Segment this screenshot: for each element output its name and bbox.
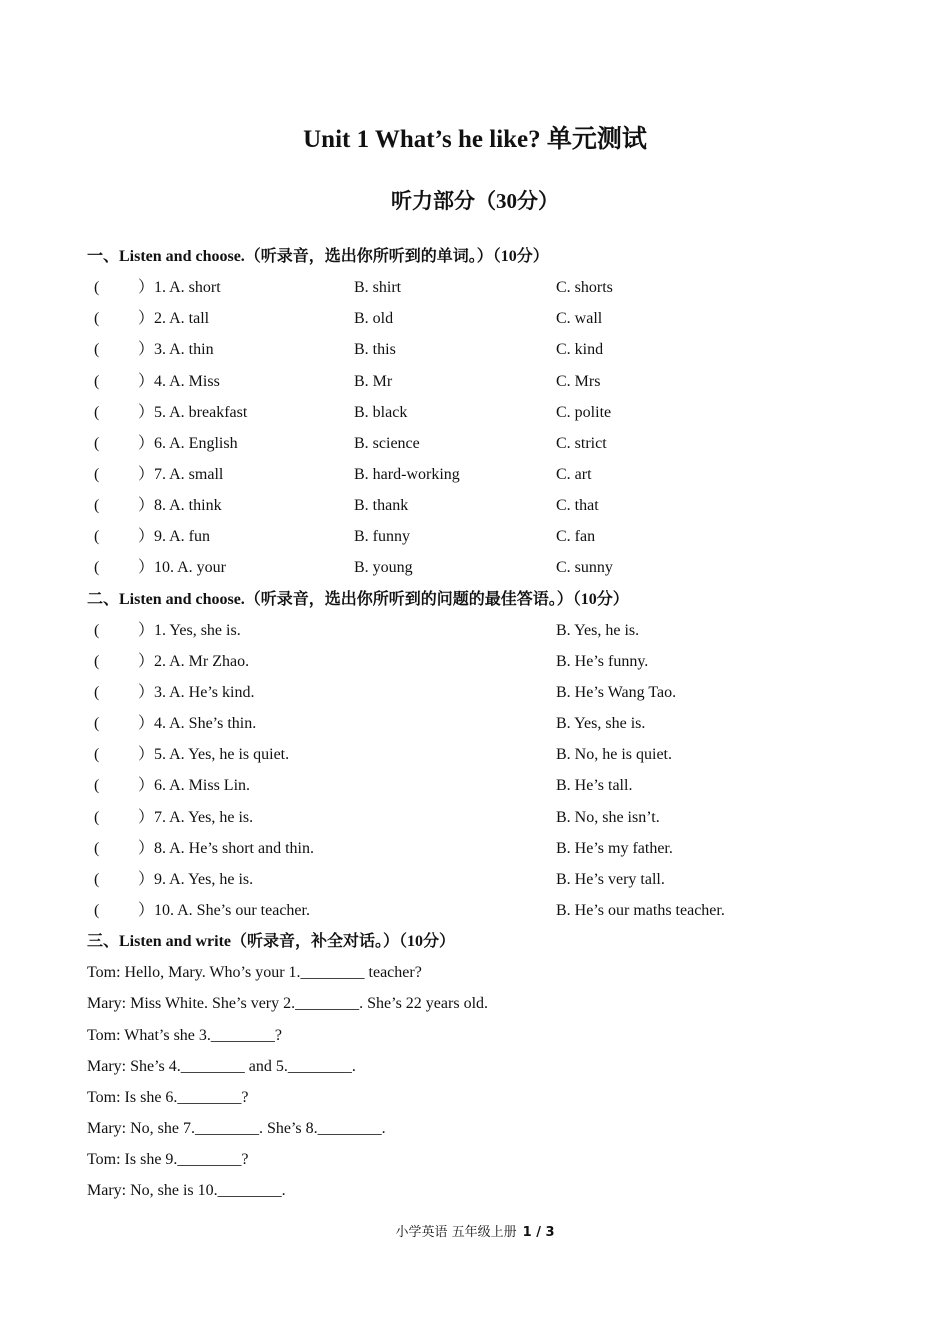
answer-paren: (: [94, 746, 100, 764]
option-b: B. hard-working: [354, 465, 460, 483]
s1-question-row: [0, 459, 950, 490]
option-c: C. art: [556, 465, 592, 483]
option-c: C. wall: [556, 310, 603, 328]
answer-paren: (: [94, 465, 100, 483]
question-option-a: ）10. A. your: [138, 559, 227, 577]
option-c: C. sunny: [556, 559, 613, 577]
question-option-a: ）8. A. He’s short and thin.: [138, 839, 314, 857]
worksheet-body: [0, 241, 950, 1206]
s1-question-row: [0, 552, 950, 583]
s1-question-row: [0, 490, 950, 521]
answer-paren: (: [94, 497, 100, 515]
question-option-a: ）7. A. Yes, he is.: [138, 808, 254, 826]
question-option-a: ）6. A. English: [138, 434, 238, 452]
s2-question-row: [0, 802, 950, 833]
section-3-heading: 三、Listen and write（听录音，补全对话。）（10分）: [87, 933, 456, 951]
option-b: B. He’s our maths teacher.: [556, 901, 725, 919]
question-option-a: ）8. A. think: [138, 497, 222, 515]
option-b: B. Mr: [354, 372, 393, 390]
answer-paren: (: [94, 621, 100, 639]
option-b: B. He’s my father.: [556, 839, 673, 857]
question-option-a: ）9. A. fun: [138, 528, 211, 546]
dialogue-line: Tom: Is she 6.________?: [87, 1088, 249, 1106]
option-b: B. funny: [354, 528, 410, 546]
answer-paren: (: [94, 528, 100, 546]
dialogue-line: Mary: No, she 7.________. She’s 8.________.: [87, 1119, 386, 1137]
answer-paren: (: [94, 901, 100, 919]
section-2-heading: 二、Listen and choose.（听录音，选出你所听到的问题的最佳答语。）（10分）: [87, 590, 629, 608]
question-option-a: ）3. A. He’s kind.: [138, 683, 255, 701]
s2-question-row: [0, 677, 950, 708]
question-option-a: ）9. A. Yes, he is.: [138, 870, 254, 888]
answer-paren: (: [94, 559, 100, 577]
page-number: 1 / 3: [522, 1225, 555, 1240]
option-b: B. He’s Wang Tao.: [556, 683, 677, 701]
s1-question-row: [0, 272, 950, 303]
s2-question-row: [0, 895, 950, 926]
question-option-a: ）1. A. short: [138, 279, 221, 297]
s1-question-row: [0, 521, 950, 552]
answer-paren: (: [94, 434, 100, 452]
section-subtitle: 听力部分（30分）: [391, 189, 559, 213]
option-c: C. that: [556, 497, 599, 515]
s2-question-row: [0, 770, 950, 801]
option-b: B. thank: [354, 497, 409, 515]
answer-paren: (: [94, 683, 100, 701]
option-c: C. polite: [556, 403, 612, 421]
option-b: B. He’s funny.: [556, 652, 649, 670]
option-c: C. Mrs: [556, 372, 601, 390]
footer-course-label: 小学英语 五年级上册: [395, 1225, 517, 1240]
option-b: B. He’s very tall.: [556, 870, 665, 888]
s2-question-row: [0, 646, 950, 677]
s1-question-row: [0, 366, 950, 397]
option-c: C. strict: [556, 434, 607, 452]
section-1-heading: 一、Listen and choose.（听录音，选出你所听到的单词。）（10分）: [87, 248, 549, 265]
s2-question-row: [0, 708, 950, 739]
dialogue-line: Mary: Miss White. She’s very 2.________. She’s 22 years old.: [87, 995, 489, 1013]
option-b: B. Yes, she is.: [556, 715, 646, 733]
question-option-a: ）7. A. small: [138, 465, 224, 483]
question-option-a: ）2. A. Mr Zhao.: [138, 652, 250, 670]
option-b: B. science: [354, 434, 420, 452]
s2-question-row: [0, 833, 950, 864]
question-option-a: ）5. A. Yes, he is quiet.: [138, 746, 290, 764]
question-option-a: ）4. A. Miss: [138, 372, 220, 390]
option-b: B. this: [354, 341, 396, 359]
option-b: B. shirt: [354, 279, 402, 297]
question-option-a: ）3. A. thin: [138, 341, 214, 359]
answer-paren: (: [94, 839, 100, 857]
question-option-a: ）2. A. tall: [138, 310, 210, 328]
answer-paren: (: [94, 870, 100, 888]
option-b: B. Yes, he is.: [556, 621, 640, 639]
answer-paren: (: [94, 652, 100, 670]
s2-question-row: [0, 739, 950, 770]
option-b: B. No, he is quiet.: [556, 746, 672, 764]
s2-question-row: [0, 615, 950, 646]
answer-paren: (: [94, 403, 100, 421]
answer-paren: (: [94, 310, 100, 328]
question-option-a: ）5. A. breakfast: [138, 403, 248, 421]
s1-question-row: [0, 334, 950, 365]
answer-paren: (: [94, 715, 100, 733]
question-option-a: ）10. A. She’s our teacher.: [138, 901, 310, 919]
s1-question-row: [0, 303, 950, 334]
dialogue-line: Tom: Hello, Mary. Who’s your 1.________ teacher?: [87, 964, 422, 982]
option-c: C. shorts: [556, 279, 613, 297]
dialogue-line: Tom: What’s she 3.________?: [87, 1026, 283, 1044]
question-option-a: ）4. A. She’s thin.: [138, 715, 257, 733]
option-c: C. fan: [556, 528, 596, 546]
option-b: B. He’s tall.: [556, 777, 633, 795]
answer-paren: (: [94, 279, 100, 297]
option-c: C. kind: [556, 341, 604, 359]
dialogue-line: Tom: Is she 9.________?: [87, 1151, 249, 1169]
option-b: B. old: [354, 310, 394, 328]
option-b: B. black: [354, 403, 408, 421]
answer-paren: (: [94, 372, 100, 390]
answer-paren: (: [94, 341, 100, 359]
s1-question-row: [0, 397, 950, 428]
page-footer: [0, 1222, 950, 1244]
question-option-a: ）1. Yes, she is.: [138, 621, 241, 639]
dialogue-line: Mary: She’s 4.________ and 5.________.: [87, 1057, 356, 1075]
question-option-a: ）6. A. Miss Lin.: [138, 777, 251, 795]
answer-paren: (: [94, 808, 100, 826]
option-b: B. young: [354, 559, 413, 577]
s2-question-row: [0, 864, 950, 895]
option-b: B. No, she isn’t.: [556, 808, 660, 826]
s1-question-row: [0, 428, 950, 459]
page-title: Unit 1 What’s he like? 单元测试: [303, 126, 647, 153]
answer-paren: (: [94, 777, 100, 795]
dialogue-line: Mary: No, she is 10.________.: [87, 1182, 286, 1200]
